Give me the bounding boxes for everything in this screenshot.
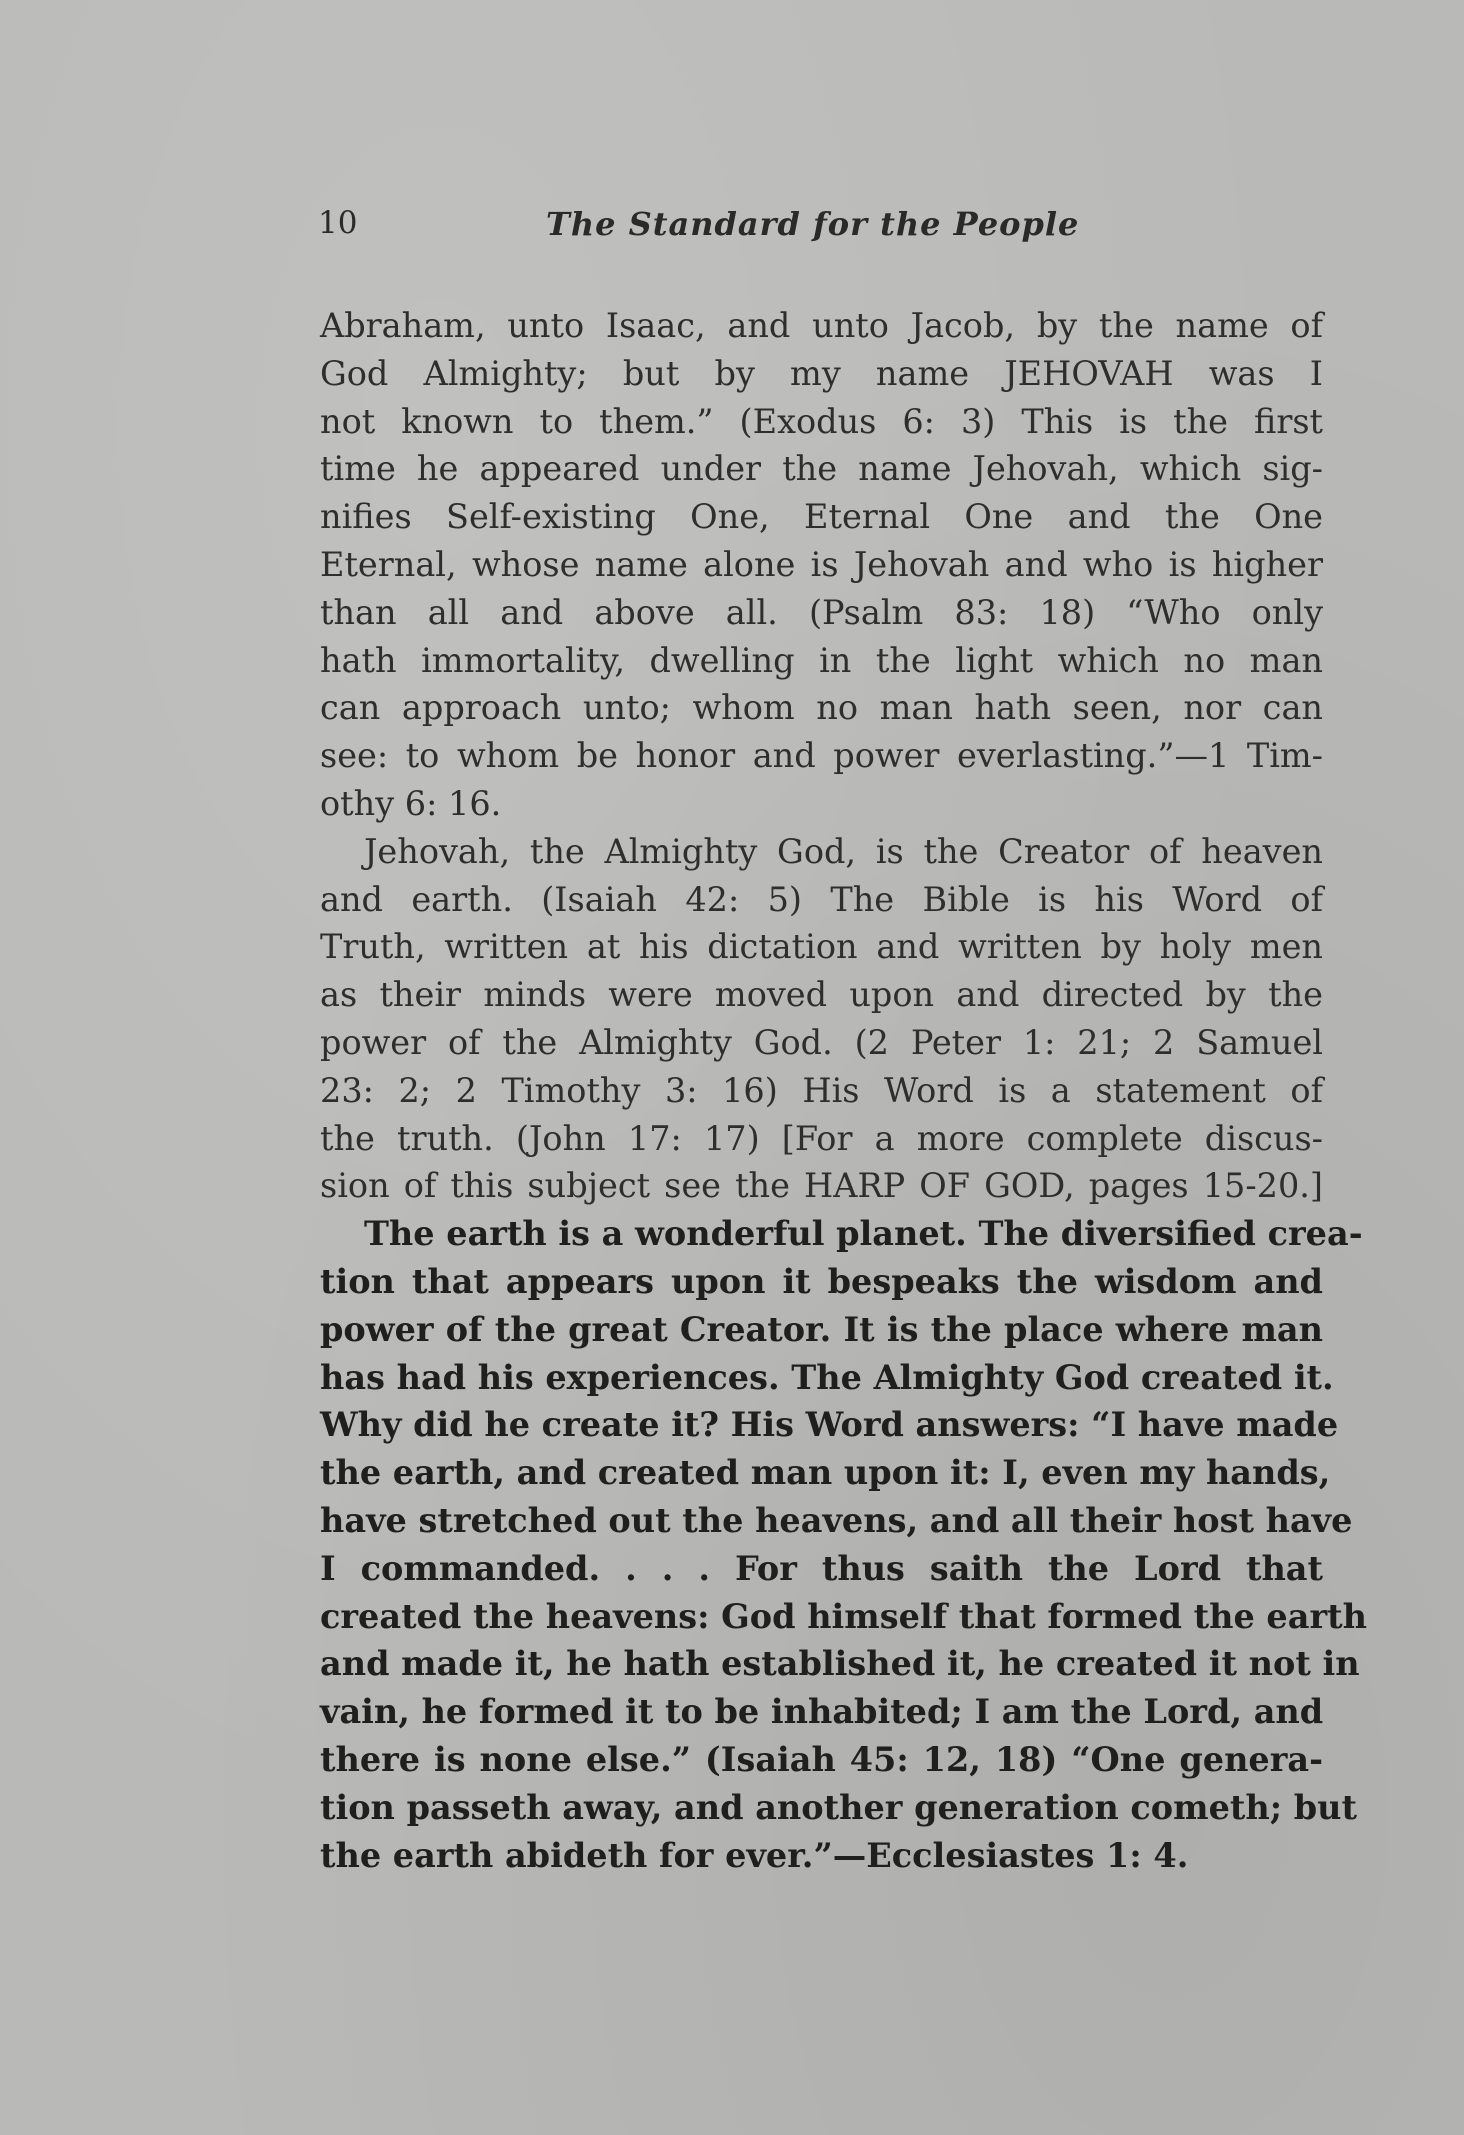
text-line: Jehovah, the Almighty God, is the Creator of heaven — [364, 831, 1323, 871]
text-line: there is none else.” (Isaiah 45: 12, 18) “One genera- — [320, 1739, 1323, 1779]
paragraph-2 — [320, 828, 1323, 1210]
text-line: Eternal, whose name alone is Jehovah and who is higher — [320, 544, 1323, 584]
text-line: Truth, written at his dictation and written by holy men — [320, 927, 1323, 967]
text-line: can approach unto; whom no man hath seen, nor can — [320, 688, 1323, 728]
text-line: see: to whom be honor and power everlasting.”—1 Tim- — [320, 736, 1323, 776]
text-line: tion passeth away, and another generation cometh; but — [320, 1787, 1358, 1827]
text-line: than all and above all. (Psalm 83: 18) “Who only — [320, 592, 1323, 632]
text-line: tion that appears upon it bespeaks the wisdom and — [320, 1261, 1323, 1301]
text-line: not known to them.” (Exodus 6: 3) This is the first — [320, 401, 1323, 441]
text-line: 23: 2; 2 Timothy 3: 16) His Word is a statement of — [320, 1070, 1323, 1110]
text-line: the earth, and created man upon it: I, even my hands, — [320, 1453, 1331, 1493]
text-line: has had his experiences. The Almighty God created it. — [320, 1357, 1334, 1397]
text-line: time he appeared under the name Jehovah, which sig- — [320, 449, 1323, 489]
text-line: created the heavens: God himself that formed the earth — [320, 1596, 1367, 1636]
text-line: the earth abideth for ever.”—Ecclesiastes 1: 4. — [320, 1835, 1189, 1875]
body-text — [320, 302, 1367, 1879]
paragraph-1 — [320, 302, 1323, 828]
text-line: nifies Self-existing One, Eternal One and the One — [320, 497, 1323, 537]
text-line: power of the Almighty God. (2 Peter 1: 21; 2 Samuel — [320, 1022, 1323, 1062]
text-line: Abraham, unto Isaac, and unto Jacob, by the name of — [320, 306, 1323, 345]
paragraph-3 — [320, 1210, 1367, 1879]
text-line: the truth. (John 17: 17) [For a more complete discus- — [320, 1118, 1323, 1158]
text-line: as their minds were moved upon and directed by the — [320, 975, 1323, 1015]
text-line: God Almighty; but by my name JEHOVAH was I — [320, 353, 1323, 393]
text-line: Why did he create it? His Word answers: “I have made — [320, 1405, 1339, 1445]
text-line: hath immortality, dwelling in the light which no man — [320, 640, 1323, 680]
page-number: 10 — [318, 205, 358, 241]
text-line: and made it, he hath established it, he created it not in — [320, 1644, 1360, 1684]
text-line: and earth. (Isaiah 42: 5) The Bible is his Word of — [320, 879, 1323, 919]
running-head — [318, 205, 1323, 255]
text-line: othy 6: 16. — [320, 783, 502, 823]
text-line: have stretched out the heavens, and all their host have — [320, 1500, 1353, 1540]
text-line: vain, he formed it to be inhabited; I am the Lord, and — [320, 1692, 1324, 1732]
text-line: I commanded. . . . For thus saith the Lord that — [320, 1548, 1323, 1588]
running-title: The Standard for the People — [546, 205, 1080, 243]
text-line: power of the great Creator. It is the place where man — [320, 1309, 1323, 1349]
text-line: sion of this subject see the HARP OF GOD, pages 15-20.] — [320, 1166, 1323, 1206]
text-line: The earth is a wonderful planet. The diversified crea- — [364, 1214, 1363, 1254]
